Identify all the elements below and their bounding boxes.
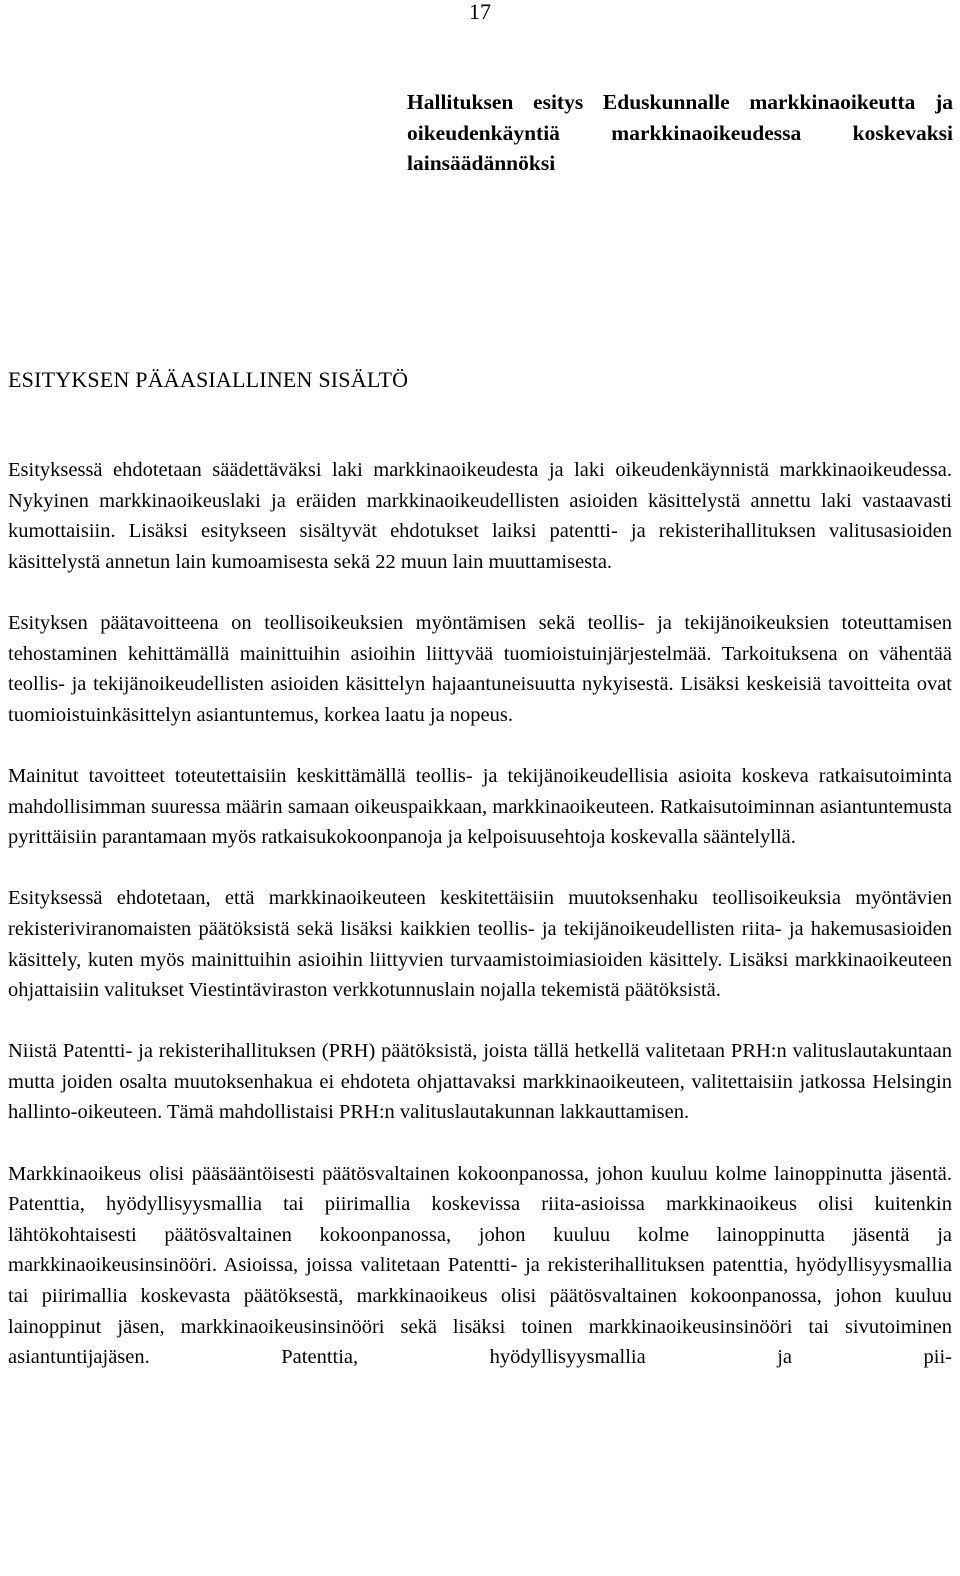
paragraph-5: Niistä Patentti- ja rekisterihallituksen (PRH) päätöksistä, joista tällä hetkellä valitetaan PRH:n valituslautakuntaan mutta joiden osalta muutoksenhakua ei ehdoteta ohjattavaksi markkinaoikeuteen, valitettaisiin jatkossa Helsingin hallinto-oikeuteen. Tämä mahdollistaisi PRH:n valituslautakunnan lakkauttamisen. xyxy=(8,1040,952,1124)
paragraph-4: Esityksessä ehdotetaan, että markkinaoikeuteen keskitettäisiin muutoksenhaku teollisoikeuksia myöntävien rekisteriviranomaisten päätöksistä sekä lisäksi kaikkien teollis- ja tekijänoikeudellisten riita- ja hakemusasioiden käsittely, kuten myös mainittuihin asioihin liittyvien turvaamistoimiasioiden käsittely. Lisäksi markkinaoikeuteen ohjattaisiin valitukset Viestintäviraston verkkotunnuslain nojalla tekemistä päätöksistä. xyxy=(8,887,952,1002)
page-number: 17 xyxy=(469,0,491,24)
paragraph-3: Mainitut tavoitteet toteutettaisiin keskittämällä teollis- ja tekijänoikeudellisia asioita koskeva ratkaisutoiminta mahdollisimman suuressa määrin samaan oikeuspaikkaan, markkinaoikeuteen. Ratkaisutoiminnan asiantuntemusta pyrittäisiin parantamaan myös ratkaisukokoonpanoja ja kelpoisuusehtoja koskevalla sääntelyllä. xyxy=(8,764,952,849)
paragraph-6: Markkinaoikeus olisi pääsääntöisesti päätösvaltainen kokoonpanossa, johon kuuluu kolme lainoppinutta jäsentä. Patenttia, hyödyllisyysmallia tai piirimallia koskevissa riita-asioissa markkinaoikeus olisi kuitenkin lähtökohtaisesti päätösvaltainen kokoonpanossa, johon kuuluu kolme lainoppinutta jäsentä ja markkinaoikeusinsinööri. Asioissa, joissa valitetaan Patentti- ja rekisterihallituksen patenttia, hyödyllisyysmallia tai piirimallia koskevasta päätöksestä, markkinaoikeus olisi päätösvaltainen kokoonpanossa, johon kuuluu lainoppinut jäsen, markkinaoikeusinsinööri sekä lisäksi toinen markkinaoikeusinsinööri tai sivutoiminen asiantuntijajäsen. Patenttia, hyödyllisyysmallia ja pii- xyxy=(8,1162,952,1369)
section-heading: ESITYKSEN PÄÄASIALLINEN SISÄLTÖ xyxy=(8,367,409,392)
paragraph-2: Esityksen päätavoitteena on teollisoikeuksien myöntämisen sekä teollis- ja tekijänoikeuksien toteuttamisen tehostaminen kehittämällä mainittuihin asioihin liittyvää tuomioistuinjärjestelmää. Tarkoituksena on vähentää teollis- ja tekijänoikeudellisten asioiden käsittelyn hajaantuneisuutta nykyisestä. Lisäksi keskeisiä tavoitteita ovat tuomioistuinkäsittelyn asiantuntemus, korkea laatu ja nopeus. xyxy=(8,611,952,726)
paragraph-1: Esityksessä ehdotetaan säädettäväksi laki markkinaoikeudesta ja laki oikeudenkäynnistä markkinaoikeudessa. Nykyinen markkinaoikeuslaki ja eräiden markkinaoikeudellisten asioiden käsittelystä annettu laki vastaavasti kumottaisiin. Lisäksi esitykseen sisältyvät ehdotukset laiksi patentti- ja rekisterihallituksen valitusasioiden käsittelystä annetun lain kumoamisesta sekä 22 muun lain muuttamisesta. xyxy=(8,459,952,573)
document-title: Hallituksen esitys Eduskunnalle markkinaoikeutta ja oikeudenkäyntiä markkinaoikeudessa koskevaksi lainsäädännöksi xyxy=(407,90,953,175)
main-content xyxy=(8,455,952,1373)
